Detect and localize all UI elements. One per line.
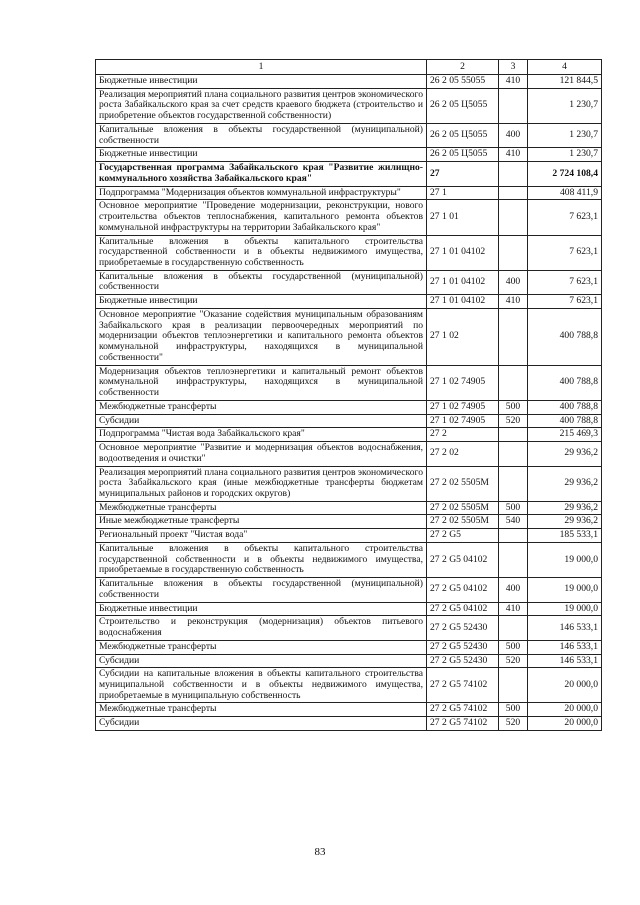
row-name: Бюджетные инвестиции [96,295,427,309]
row-code: 27 2 02 [427,442,499,466]
budget-table [95,59,602,731]
table-row [96,295,602,309]
header-col-3: 3 [499,60,528,75]
row-amount: 20 000,0 [528,703,602,717]
row-name: Капитальные вложения в объекты государственной (муниципальной) собственности [96,123,427,147]
row-code: 27 2 G5 74102 [427,668,499,703]
row-expense-type: 410 [499,602,528,616]
row-expense-type: 400 [499,270,528,294]
row-name: Субсидии [96,414,427,428]
row-code: 26 2 05 Ц5055 [427,123,499,147]
row-expense-type: 400 [499,578,528,602]
row-code: 26 2 05 Ц5055 [427,88,499,123]
row-expense-type [499,529,528,543]
row-expense-type: 410 [499,295,528,309]
row-amount: 2 724 108,4 [528,162,602,186]
table-row [96,400,602,414]
table-header-row [96,60,602,75]
row-amount: 400 788,8 [528,414,602,428]
table-row [96,186,602,200]
row-name: Реализация мероприятий плана социального развития центров экономического роста Забайкальского края за счет средств краевого бюджета (строительство и приобретение объектов государственной собственности) [96,88,427,123]
row-amount: 19 000,0 [528,602,602,616]
table-row [96,654,602,668]
row-code: 27 1 02 74905 [427,414,499,428]
row-amount: 7 623,1 [528,235,602,270]
row-name: Бюджетные инвестиции [96,75,427,89]
table-row [96,529,602,543]
row-amount: 7 623,1 [528,200,602,235]
row-expense-type [499,162,528,186]
row-code: 27 1 [427,186,499,200]
row-expense-type [499,668,528,703]
row-name: Подпрограмма "Чистая вода Забайкальского края" [96,428,427,442]
table-row [96,668,602,703]
row-expense-type: 410 [499,148,528,162]
row-code: 27 2 G5 [427,529,499,543]
row-name: Межбюджетные трансферты [96,400,427,414]
row-amount: 400 788,8 [528,365,602,400]
row-name: Основное мероприятие "Проведение модернизации, реконструкции, нового строительства объектов теплоснабжения, капитального ремонта объектов коммунальной инфраструктуры на территории Забайкальского края" [96,200,427,235]
row-code: 27 2 02 5505М [427,466,499,501]
row-expense-type: 400 [499,123,528,147]
row-amount: 1 230,7 [528,88,602,123]
header-col-2: 2 [427,60,499,75]
table-row [96,235,602,270]
row-amount: 185 533,1 [528,529,602,543]
row-expense-type [499,365,528,400]
table-row [96,148,602,162]
table-row [96,88,602,123]
table-row [96,428,602,442]
row-expense-type [499,466,528,501]
row-expense-type: 500 [499,640,528,654]
row-amount: 29 936,2 [528,501,602,515]
row-name: Подпрограмма "Модернизация объектов коммунальной инфраструктуры" [96,186,427,200]
row-expense-type [499,88,528,123]
row-code: 27 1 02 [427,308,499,365]
row-code: 27 [427,162,499,186]
row-name: Капитальные вложения в объекты капитального строительства государственной собственности и в объекты недвижимого имущества, приобретаемые в государственную собственность [96,542,427,577]
table-row [96,703,602,717]
row-expense-type: 520 [499,717,528,731]
row-name: Основное мероприятие "Оказание содействия муниципальным образованиям Забайкальского края в реализации первоочередных мероприятий по модернизации объектов теплоэнергетики и капитального ремонта объектов коммунальной инфраструктуры, находящихся в муниципальной собственности" [96,308,427,365]
row-expense-type: 540 [499,515,528,529]
row-expense-type: 500 [499,703,528,717]
table-row [96,75,602,89]
row-name: Капитальные вложения в объекты государственной (муниципальной) собственности [96,578,427,602]
table-row [96,270,602,294]
row-amount: 19 000,0 [528,542,602,577]
row-expense-type [499,428,528,442]
row-name: Капитальные вложения в объекты капитального строительства государственной собственности и в объекты недвижимого имущества, приобретаемые в государственную собственность [96,235,427,270]
row-code: 27 2 G5 52430 [427,616,499,640]
row-code: 27 2 G5 52430 [427,640,499,654]
row-expense-type: 520 [499,414,528,428]
table-row [96,442,602,466]
row-amount: 121 844,5 [528,75,602,89]
table-row [96,640,602,654]
row-expense-type [499,186,528,200]
row-code: 27 2 G5 74102 [427,717,499,731]
table-row [96,602,602,616]
table-row [96,414,602,428]
row-amount: 215 469,3 [528,428,602,442]
row-expense-type [499,308,528,365]
header-col-1: 1 [96,60,427,75]
table-row [96,515,602,529]
row-name: Государственная программа Забайкальского края "Развитие жилищно-коммунального хозяйства Забайкальского края" [96,162,427,186]
row-name: Региональный проект "Чистая вода" [96,529,427,543]
header-col-4: 4 [528,60,602,75]
table-row [96,542,602,577]
table-row [96,578,602,602]
row-expense-type: 500 [499,501,528,515]
row-amount: 20 000,0 [528,668,602,703]
row-code: 26 2 05 Ц5055 [427,148,499,162]
row-code: 27 2 G5 04102 [427,602,499,616]
row-amount: 20 000,0 [528,717,602,731]
table-row [96,365,602,400]
row-amount: 400 788,8 [528,400,602,414]
row-code: 27 2 G5 04102 [427,578,499,602]
row-amount: 1 230,7 [528,123,602,147]
row-amount: 400 788,8 [528,308,602,365]
row-amount: 7 623,1 [528,295,602,309]
row-name: Субсидии на капитальные вложения в объекты капитального строительства муниципальной собственности и в объекты недвижимого имущества, приобретаемые в муниципальную собственность [96,668,427,703]
row-code: 27 2 G5 04102 [427,542,499,577]
table-row [96,616,602,640]
row-expense-type [499,235,528,270]
table-row [96,308,602,365]
table-row [96,466,602,501]
row-code: 27 2 G5 52430 [427,654,499,668]
row-name: Межбюджетные трансферты [96,501,427,515]
row-expense-type: 410 [499,75,528,89]
row-amount: 29 936,2 [528,466,602,501]
row-name: Бюджетные инвестиции [96,148,427,162]
row-amount: 29 936,2 [528,515,602,529]
row-expense-type: 500 [499,400,528,414]
row-code: 27 1 01 04102 [427,295,499,309]
table-row [96,162,602,186]
table-row [96,717,602,731]
row-amount: 146 533,1 [528,640,602,654]
table-row [96,200,602,235]
row-expense-type [499,616,528,640]
row-name: Иные межбюджетные трансферты [96,515,427,529]
row-amount: 408 411,9 [528,186,602,200]
row-name: Межбюджетные трансферты [96,640,427,654]
page-number: 83 [314,846,326,858]
table-row [96,501,602,515]
row-code: 27 2 G5 74102 [427,703,499,717]
row-code: 27 2 [427,428,499,442]
row-expense-type [499,542,528,577]
row-name: Реализация мероприятий плана социального развития центров экономического роста Забайкальского края (иные межбюджетные трансферты бюджетам муниципальных районов и городских округов) [96,466,427,501]
table-body [96,75,602,731]
row-name: Модернизация объектов теплоэнергетики и капитальный ремонт объектов коммунальной инфраструктуры, находящихся в муниципальной собственности [96,365,427,400]
row-amount: 19 000,0 [528,578,602,602]
row-amount: 7 623,1 [528,270,602,294]
row-amount: 1 230,7 [528,148,602,162]
row-expense-type [499,442,528,466]
row-code: 27 1 01 04102 [427,270,499,294]
row-name: Субсидии [96,654,427,668]
row-code: 27 1 02 74905 [427,365,499,400]
row-expense-type: 520 [499,654,528,668]
row-code: 27 2 02 5505М [427,501,499,515]
row-amount: 29 936,2 [528,442,602,466]
row-name: Капитальные вложения в объекты государственной (муниципальной) собственности [96,270,427,294]
row-name: Основное мероприятие "Развитие и модернизация объектов водоснабжения, водоотведения и очистки" [96,442,427,466]
row-code: 27 1 01 04102 [427,235,499,270]
row-amount: 146 533,1 [528,654,602,668]
row-amount: 146 533,1 [528,616,602,640]
row-code: 26 2 05 55055 [427,75,499,89]
row-code: 27 2 02 5505М [427,515,499,529]
row-expense-type [499,200,528,235]
row-name: Бюджетные инвестиции [96,602,427,616]
row-code: 27 1 02 74905 [427,400,499,414]
row-code: 27 1 01 [427,200,499,235]
row-name: Строительство и реконструкция (модернизация) объектов питьевого водоснабжения [96,616,427,640]
table-row [96,123,602,147]
row-name: Межбюджетные трансферты [96,703,427,717]
row-name: Субсидии [96,717,427,731]
